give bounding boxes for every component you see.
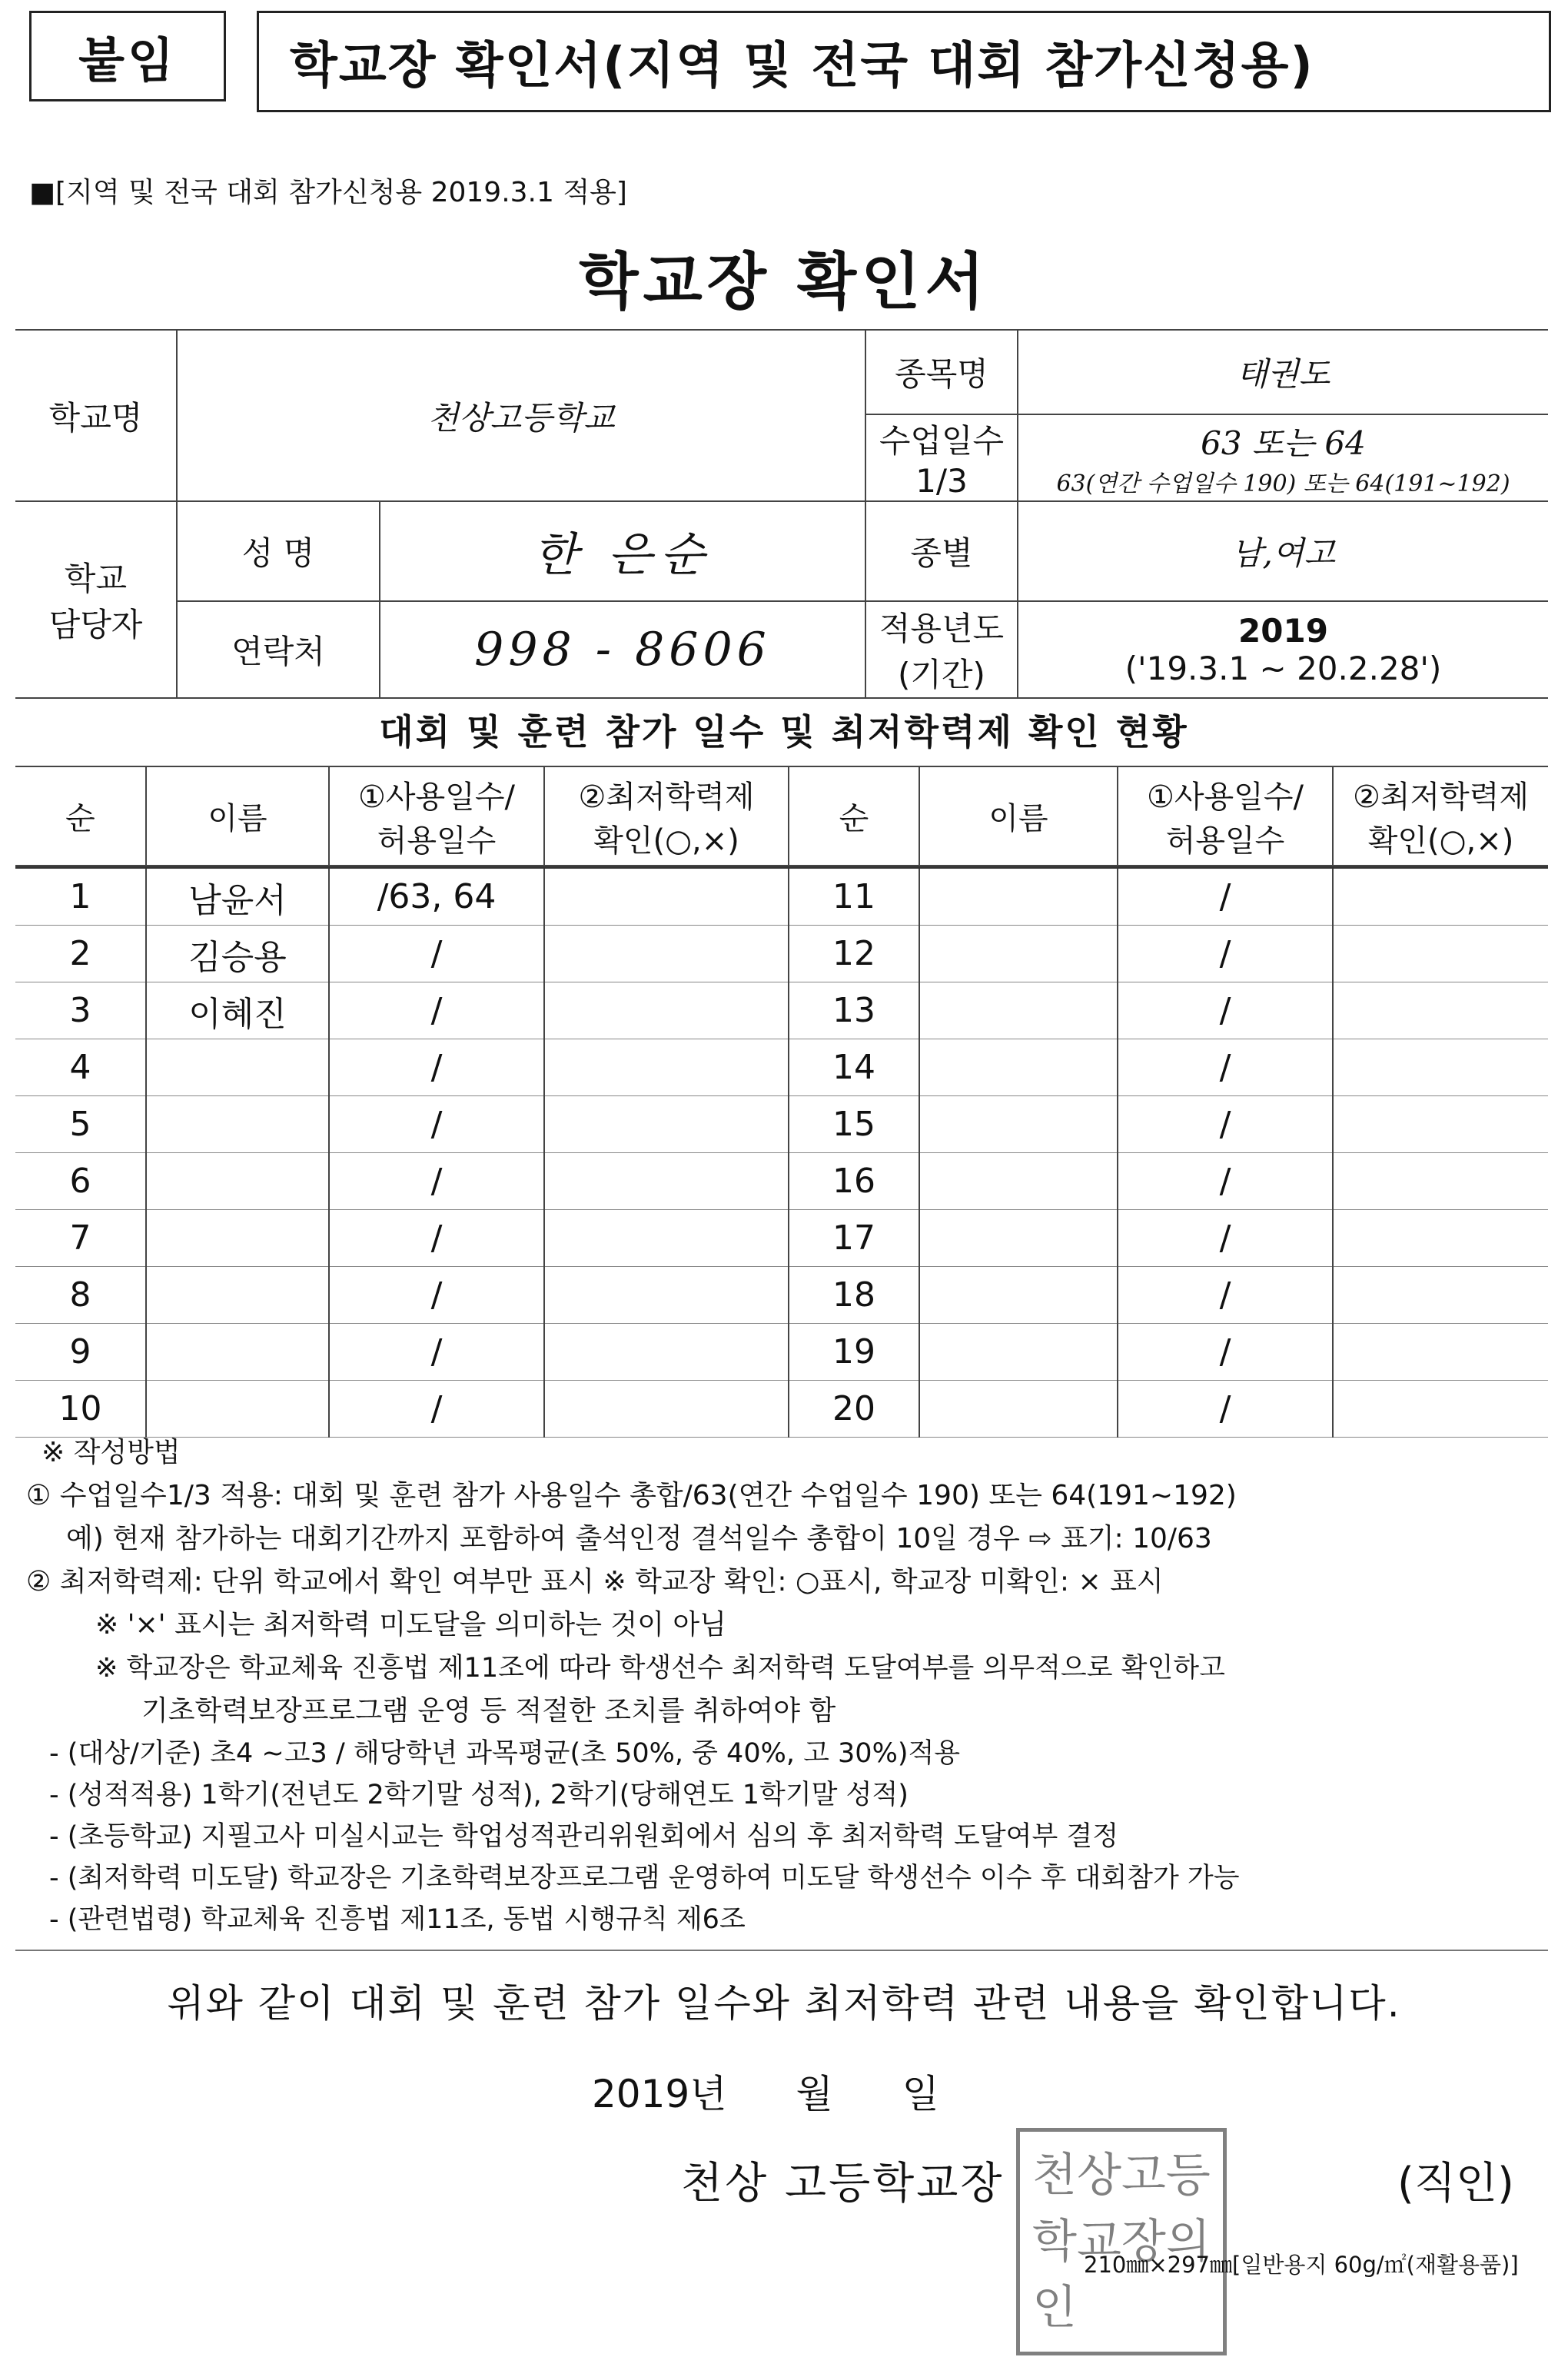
attachment-tag [29, 11, 226, 101]
row-name-left [146, 1153, 329, 1210]
row-num-left: 1 [15, 868, 146, 926]
year-period: ('19.3.1 ~ 20.2.28') [1125, 650, 1442, 687]
col-name-2: 이름 [919, 767, 1118, 866]
row-days-right: / [1118, 1324, 1333, 1381]
row-check-right [1333, 868, 1548, 926]
row-check-left [544, 982, 789, 1039]
row-num-right: 17 [789, 1210, 919, 1267]
row-name-right [919, 1381, 1118, 1438]
note-line-7: - (대상/기준) 초4 ~고3 / 해당학년 과목평균(초 50%, 중 40%, 고 30%)적용 [49, 1738, 961, 1769]
row-name-left: 이혜진 [146, 982, 329, 1039]
note-line-2: 예) 현재 참가하는 대회기간까지 포함하여 출석인정 결석일수 총합이 10일 경우 ⇨ 표기: 10/63 [66, 1523, 1212, 1554]
row-num-right: 12 [789, 926, 919, 982]
contact-value: 998 - 8606 [380, 601, 865, 698]
class-days-label-1: 수업일수 [879, 422, 1005, 460]
row-check-left [544, 1153, 789, 1210]
sport-label: 종목명 [865, 330, 1018, 414]
row-num-left: 4 [15, 1039, 146, 1096]
year-label-1: 적용년도 [879, 610, 1005, 647]
row-days-left: / [329, 1210, 544, 1267]
row-days-left: / [329, 1039, 544, 1096]
row-days-left: / [329, 1153, 544, 1210]
row-num-left: 2 [15, 926, 146, 982]
participation-rows [15, 866, 1548, 1438]
notes-heading: ※ 작성방법 [42, 1437, 181, 1468]
row-days-right: / [1118, 1096, 1333, 1153]
row-num-left: 6 [15, 1153, 146, 1210]
row-days-left: / [329, 1381, 544, 1438]
col-check-1-a: ②최저학력제 [578, 779, 755, 815]
note-line-4: ※ '×' 표시는 최저학력 미도달을 의미하는 것이 아님 [95, 1609, 726, 1641]
row-num-left: 7 [15, 1210, 146, 1267]
form-note: ■[지역 및 전국 대회 참가신청용 2019.3.1 적용] [29, 177, 627, 208]
note-line-10: - (최저학력 미도달) 학교장은 기초학력보장프로그램 운영하여 미도달 학생선수 이수 후 대회참가 가능 [49, 1863, 1240, 1893]
seal-text: 천상고등학교장의인 [1032, 2149, 1211, 2335]
col-check-2-b: 확인(○,×) [1367, 823, 1514, 859]
row-days-right: / [1118, 1381, 1333, 1438]
manager-label-1: 학교 [64, 560, 128, 597]
col-days-1-a: ①사용일수/ [358, 779, 515, 815]
manager-label-2: 담당자 [48, 606, 143, 643]
principal-signer: 천상 고등학교장 [681, 2159, 1005, 2209]
row-num-right: 14 [789, 1039, 919, 1096]
row-days-right: / [1118, 926, 1333, 982]
col-days-1 [329, 767, 544, 866]
row-name-right [919, 1210, 1118, 1267]
row-num-left: 5 [15, 1096, 146, 1153]
col-num-1: 순 [15, 767, 146, 866]
year-value [1018, 601, 1548, 698]
gender-label: 종별 [865, 501, 1018, 601]
row-name-right [919, 1096, 1118, 1153]
row-name-right [919, 1153, 1118, 1210]
contact-label: 연락처 [177, 601, 380, 698]
row-check-right [1333, 1267, 1548, 1324]
row-name-right [919, 1039, 1118, 1096]
year-label-2: (기간) [898, 656, 985, 693]
row-check-left [544, 1039, 789, 1096]
year-label [865, 601, 1018, 698]
row-name-left [146, 1324, 329, 1381]
row-check-left [544, 1267, 789, 1324]
table-row [15, 1381, 1548, 1438]
row-check-right [1333, 1381, 1548, 1438]
row-name-left: 남윤서 [146, 868, 329, 926]
row-name-right [919, 926, 1118, 982]
col-num-2: 순 [789, 767, 919, 866]
date-month: 월 [796, 2072, 833, 2116]
gender-value: 남,여고 [1018, 501, 1548, 601]
participation-header [15, 767, 1548, 866]
section-title: 대회 및 훈련 참가 일수 및 최저학력제 확인 현황 [379, 711, 1189, 753]
date-day: 일 [902, 2072, 939, 2116]
class-days-label [865, 414, 1018, 501]
row-name-left [146, 1039, 329, 1096]
row-days-left: / [329, 1267, 544, 1324]
note-line-9: - (초등학교) 지필고사 미실시교는 학업성적관리위원회에서 심의 후 최저학력 도달여부 결정 [49, 1821, 1119, 1852]
row-num-right: 13 [789, 982, 919, 1039]
row-num-right: 18 [789, 1267, 919, 1324]
paper-spec: 210㎜×297㎜[일반용지 60g/㎡(재활용품)] [1084, 2252, 1519, 2278]
row-check-right [1333, 1210, 1548, 1267]
row-check-right [1333, 1039, 1548, 1096]
row-check-left [544, 1210, 789, 1267]
row-check-left [544, 1096, 789, 1153]
col-days-2-b: 허용일수 [1165, 823, 1285, 859]
col-days-2-a: ①사용일수/ [1147, 779, 1304, 815]
manager-name-label: 성 명 [177, 501, 380, 601]
row-name-left [146, 1096, 329, 1153]
row-name-left [146, 1210, 329, 1267]
note-line-8: - (성적적용) 1학기(전년도 2학기말 성적), 2학기(당해연도 1학기말 성적) [49, 1780, 909, 1810]
col-days-1-b: 허용일수 [377, 823, 497, 859]
row-num-left: 10 [15, 1381, 146, 1438]
class-days-value-main: 63 또는 64 [1201, 424, 1366, 462]
row-num-left: 8 [15, 1267, 146, 1324]
row-num-right: 20 [789, 1381, 919, 1438]
row-check-left [544, 1324, 789, 1381]
header-title: 학교장 확인서(지역 및 전국 대회 참가신청용) [290, 38, 1314, 95]
row-check-right [1333, 1096, 1548, 1153]
row-num-right: 15 [789, 1096, 919, 1153]
row-num-right: 16 [789, 1153, 919, 1210]
note-line-5: ※ 학교장은 학교체육 진흥법 제11조에 따라 학생선수 최저학력 도달여부를 의무적으로 확인하고 [95, 1653, 1225, 1684]
row-days-right: / [1118, 868, 1333, 926]
class-days-value [1018, 414, 1548, 501]
row-name-left [146, 1381, 329, 1438]
row-name-right [919, 1267, 1118, 1324]
row-check-left [544, 1381, 789, 1438]
note-line-6: 기초학력보장프로그램 운영 등 적절한 조치를 취하여야 함 [141, 1695, 836, 1727]
row-name-right [919, 1324, 1118, 1381]
note-line-3: ② 최저학력제: 단위 학교에서 확인 여부만 표시 ※ 학교장 확인: ○표시, 학교장 미확인: × 표시 [26, 1566, 1164, 1597]
table-row [15, 1324, 1548, 1381]
sport-value: 태권도 [1018, 330, 1548, 414]
manager-label [15, 501, 177, 698]
row-check-right [1333, 1324, 1548, 1381]
row-days-left: / [329, 1324, 544, 1381]
row-name-left: 김승용 [146, 926, 329, 982]
date-year: 2019년 [592, 2072, 727, 2116]
col-check-2-a: ②최저학력제 [1352, 779, 1530, 815]
table-row [15, 1267, 1548, 1324]
notes-divider [15, 1950, 1548, 1951]
col-days-2 [1118, 767, 1333, 866]
row-num-right: 11 [789, 868, 919, 926]
confirmation-text: 위와 같이 대회 및 훈련 참가 일수와 최저학력 관련 내용을 확인합니다. [167, 1981, 1401, 2026]
header-title-box [257, 11, 1551, 112]
row-days-left: / [329, 1096, 544, 1153]
row-days-right: / [1118, 982, 1333, 1039]
table-row [15, 926, 1548, 982]
document-title: 학교장 확인서 [579, 246, 989, 317]
row-days-right: / [1118, 1153, 1333, 1210]
table-row [15, 1210, 1548, 1267]
row-num-left: 3 [15, 982, 146, 1039]
table-row [15, 1039, 1548, 1096]
row-name-right [919, 982, 1118, 1039]
note-line-11: - (관련법령) 학교체육 진흥법 제11조, 동법 시행규칙 제6조 [49, 1904, 746, 1935]
table-row [15, 1096, 1548, 1153]
col-check-1 [544, 767, 789, 866]
table-row [15, 982, 1548, 1039]
row-num-right: 19 [789, 1324, 919, 1381]
row-check-left [544, 868, 789, 926]
col-check-2 [1333, 767, 1548, 866]
row-name-right [919, 868, 1118, 926]
seal-placeholder: (직인) [1397, 2159, 1514, 2209]
row-days-left: / [329, 926, 544, 982]
attachment-tag-text: 붙임 [78, 32, 177, 88]
row-days-right: / [1118, 1210, 1333, 1267]
table-row [15, 1153, 1548, 1210]
year-value-main: 2019 [1238, 612, 1328, 650]
instructions [26, 1431, 1548, 1940]
school-seal [1016, 2128, 1227, 2355]
info-table [15, 329, 1548, 699]
col-name-1: 이름 [146, 767, 329, 866]
row-days-right: / [1118, 1039, 1333, 1096]
class-days-label-2: 1/3 [915, 462, 968, 500]
school-name-label: 학교명 [15, 330, 177, 501]
class-days-value-note: 63(연간 수업일수 190) 또는 64(191~192) [1056, 470, 1510, 497]
row-days-right: / [1118, 1267, 1333, 1324]
col-check-1-b: 확인(○,×) [593, 823, 739, 859]
row-check-right [1333, 982, 1548, 1039]
row-days-left: /63, 64 [329, 868, 544, 926]
row-check-right [1333, 926, 1548, 982]
row-name-left [146, 1267, 329, 1324]
school-name-value: 천상고등학교 [177, 330, 865, 501]
row-check-left [544, 926, 789, 982]
manager-name-value: 한 은순 [380, 501, 865, 601]
note-line-1: ① 수업일수1/3 적용: 대회 및 훈련 참가 사용일수 총합/63(연간 수업일수 190) 또는 64(191~192) [26, 1480, 1237, 1511]
table-row [15, 868, 1548, 926]
participation-table-wrap [15, 766, 1548, 1438]
sign-date [592, 2063, 939, 2119]
row-num-left: 9 [15, 1324, 146, 1381]
row-check-right [1333, 1153, 1548, 1210]
row-days-left: / [329, 982, 544, 1039]
